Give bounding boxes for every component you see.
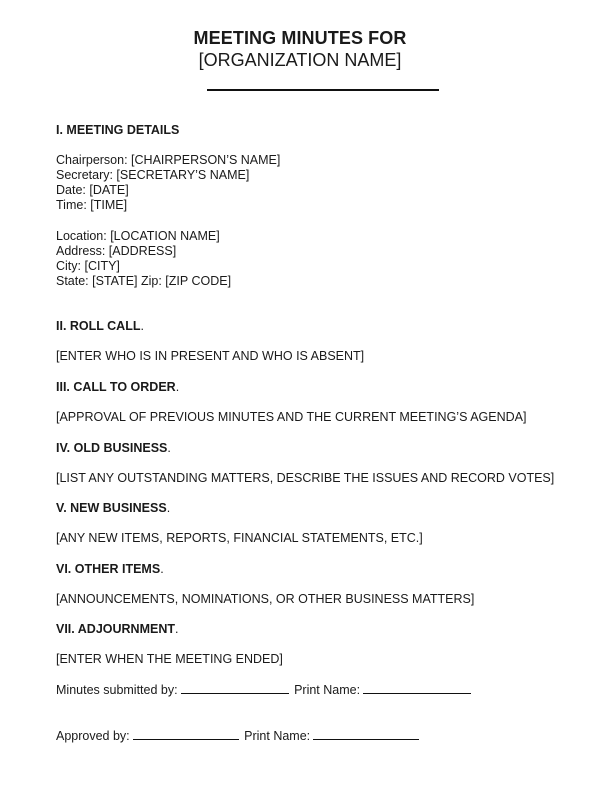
meeting-details-block-2 bbox=[56, 229, 231, 289]
meeting-details-block-1 bbox=[56, 153, 280, 213]
time-line: Time: [TIME] bbox=[56, 198, 128, 212]
heading-period: . bbox=[175, 622, 179, 636]
submitted-print-name-label: Print Name: bbox=[294, 683, 361, 697]
section-body-adjournment: [ENTER WHEN THE MEETING ENDED] bbox=[56, 652, 283, 666]
heading-text: VII. ADJOURNMENT bbox=[56, 622, 175, 636]
document-title bbox=[0, 27, 600, 71]
heading-period: . bbox=[175, 380, 180, 394]
heading-period: . bbox=[140, 319, 144, 333]
address-line: Address: [ADDRESS] bbox=[56, 244, 177, 258]
heading-text: IV. OLD BUSINESS bbox=[56, 441, 168, 455]
location-line: Location: [LOCATION NAME] bbox=[56, 229, 220, 243]
section-heading-call-to-order bbox=[56, 380, 179, 395]
chairperson-line: Chairperson: [CHAIRPERSON’S NAME] bbox=[56, 153, 281, 167]
section-body-other-items: [ANNOUNCEMENTS, NOMINATIONS, OR OTHER BUSINESS MATTERS] bbox=[56, 592, 475, 606]
heading-text: III. CALL TO ORDER bbox=[56, 380, 176, 394]
section-body-roll-call: [ENTER WHO IS IN PRESENT AND WHO IS ABSENT] bbox=[56, 349, 365, 363]
heading-period: . bbox=[166, 501, 171, 515]
title-line-1: MEETING MINUTES FOR bbox=[193, 28, 407, 48]
section-body-new-business: [ANY NEW ITEMS, REPORTS, FINANCIAL STATEMENTS, ETC.] bbox=[56, 531, 423, 545]
approved-by-signature-line[interactable] bbox=[133, 728, 239, 740]
city-line: City: [CITY] bbox=[56, 259, 120, 273]
heading-text: VI. OTHER ITEMS bbox=[56, 562, 161, 576]
submitted-by-label: Minutes submitted by: bbox=[56, 683, 178, 697]
approved-by-label: Approved by: bbox=[56, 729, 130, 743]
state-zip-line: State: [STATE] Zip: [ZIP CODE] bbox=[56, 274, 232, 288]
date-line: Date: [DATE] bbox=[56, 183, 129, 197]
submitted-by-signature-line[interactable] bbox=[181, 682, 289, 694]
heading-text: V. NEW BUSINESS bbox=[56, 501, 167, 515]
section-heading-meeting-details: I. MEETING DETAILS bbox=[56, 123, 180, 137]
section-body-old-business: [LIST ANY OUTSTANDING MATTERS, DESCRIBE THE ISSUES AND RECORD VOTES] bbox=[56, 471, 555, 485]
title-line-2: [ORGANIZATION NAME] bbox=[198, 50, 402, 70]
approved-by-row bbox=[56, 728, 421, 744]
section-heading-old-business bbox=[56, 441, 171, 456]
submitted-by-row bbox=[56, 682, 473, 698]
section-heading-new-business bbox=[56, 501, 170, 516]
section-body-call-to-order: [APPROVAL OF PREVIOUS MINUTES AND THE CURRENT MEETING’S AGENDA] bbox=[56, 410, 527, 424]
heading-period: . bbox=[167, 441, 171, 455]
heading-text: II. ROLL CALL bbox=[56, 319, 141, 333]
approved-print-name-label: Print Name: bbox=[244, 729, 311, 743]
submitted-print-name-line[interactable] bbox=[363, 682, 471, 694]
approved-print-name-line[interactable] bbox=[313, 728, 419, 740]
secretary-line: Secretary: [SECRETARY’S NAME] bbox=[56, 168, 250, 182]
heading-period: . bbox=[160, 562, 164, 576]
section-heading-adjournment bbox=[56, 622, 178, 637]
title-underline bbox=[207, 89, 439, 91]
section-heading-other-items bbox=[56, 562, 164, 577]
section-heading-roll-call bbox=[56, 319, 144, 334]
